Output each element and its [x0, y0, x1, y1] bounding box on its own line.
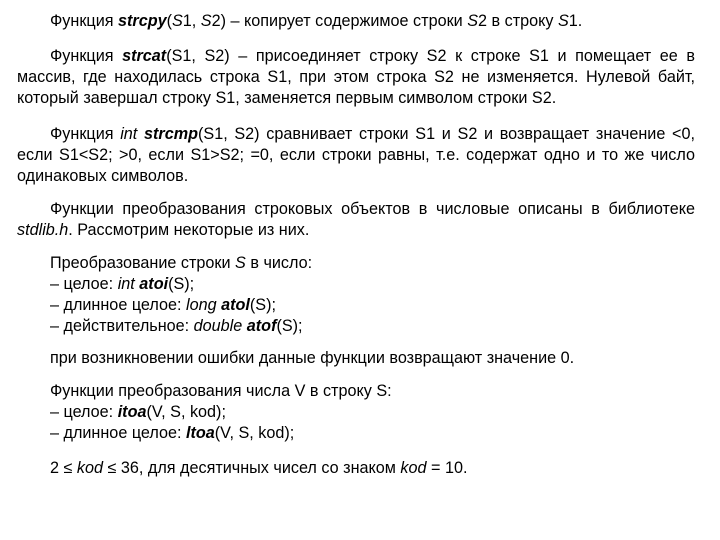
list-item: – длинное целое: ltoa(V, S, kod); — [50, 424, 295, 442]
string-to-number-list — [50, 253, 690, 337]
text — [137, 125, 144, 143]
function-name: strcmp — [144, 125, 198, 143]
library-name: stdlib.h — [17, 221, 69, 239]
strcmp-paragraph — [17, 124, 695, 187]
error-note: при возникновении ошибки данные функции возвращают значение 0. — [50, 349, 575, 367]
function-name: strcpy — [118, 12, 167, 30]
text: (S1, S2) – присоединяет строку S2 к строке S1 и помещает ее в массив, где находилась строка S1, при этом строка S2 не изменяется. Нулевой байт, который завершал строку S1, заменяется первым символом строки S2. — [17, 47, 695, 107]
conversion-intro-paragraph — [17, 199, 695, 241]
text: Функция — [50, 47, 123, 65]
text: . Рассмотрим некоторые из них. — [68, 221, 310, 239]
var: S — [171, 12, 183, 30]
text: 1, — [182, 12, 201, 30]
list-item: – целое: itoa(V, S, kod); — [50, 403, 226, 421]
text: 2) – копирует содержимое строки — [211, 12, 468, 30]
list-item: – длинное целое: long atol(S); — [50, 296, 276, 314]
number-to-string-list — [50, 381, 690, 444]
list-heading: Функции преобразования числа V в строку S: — [50, 382, 392, 400]
text: 1. — [568, 12, 583, 30]
function-name: strcat — [122, 47, 167, 65]
list-item: – действительное: double atof(S); — [50, 317, 303, 335]
list-item: – целое: int atoi(S); — [50, 275, 195, 293]
text: Функция — [50, 125, 121, 143]
var: S — [557, 12, 569, 30]
list-heading: Преобразование строки S в число: — [50, 254, 313, 272]
kod-range-note: 2 ≤ kod ≤ 36, для десятичных чисел со знаком kod = 10. — [50, 459, 468, 477]
text: 2 в строку — [478, 12, 558, 30]
type-keyword: int — [120, 125, 138, 143]
text: Функция — [50, 12, 118, 30]
text: (S1, S2) сравнивает строки S1 и S2 и возвращает значение <0, если S1<S2; >0, если S1>S2; =0, если строки равны, т.е. содержат одно и то же число одинаковых символов. — [17, 125, 695, 185]
var: S — [467, 12, 479, 30]
var: S — [200, 12, 212, 30]
text: ( — [166, 12, 172, 30]
text: Функции преобразования строковых объектов в числовые описаны в библиотеке — [50, 200, 695, 218]
strcpy-paragraph — [17, 11, 695, 32]
strcat-paragraph — [17, 46, 695, 109]
